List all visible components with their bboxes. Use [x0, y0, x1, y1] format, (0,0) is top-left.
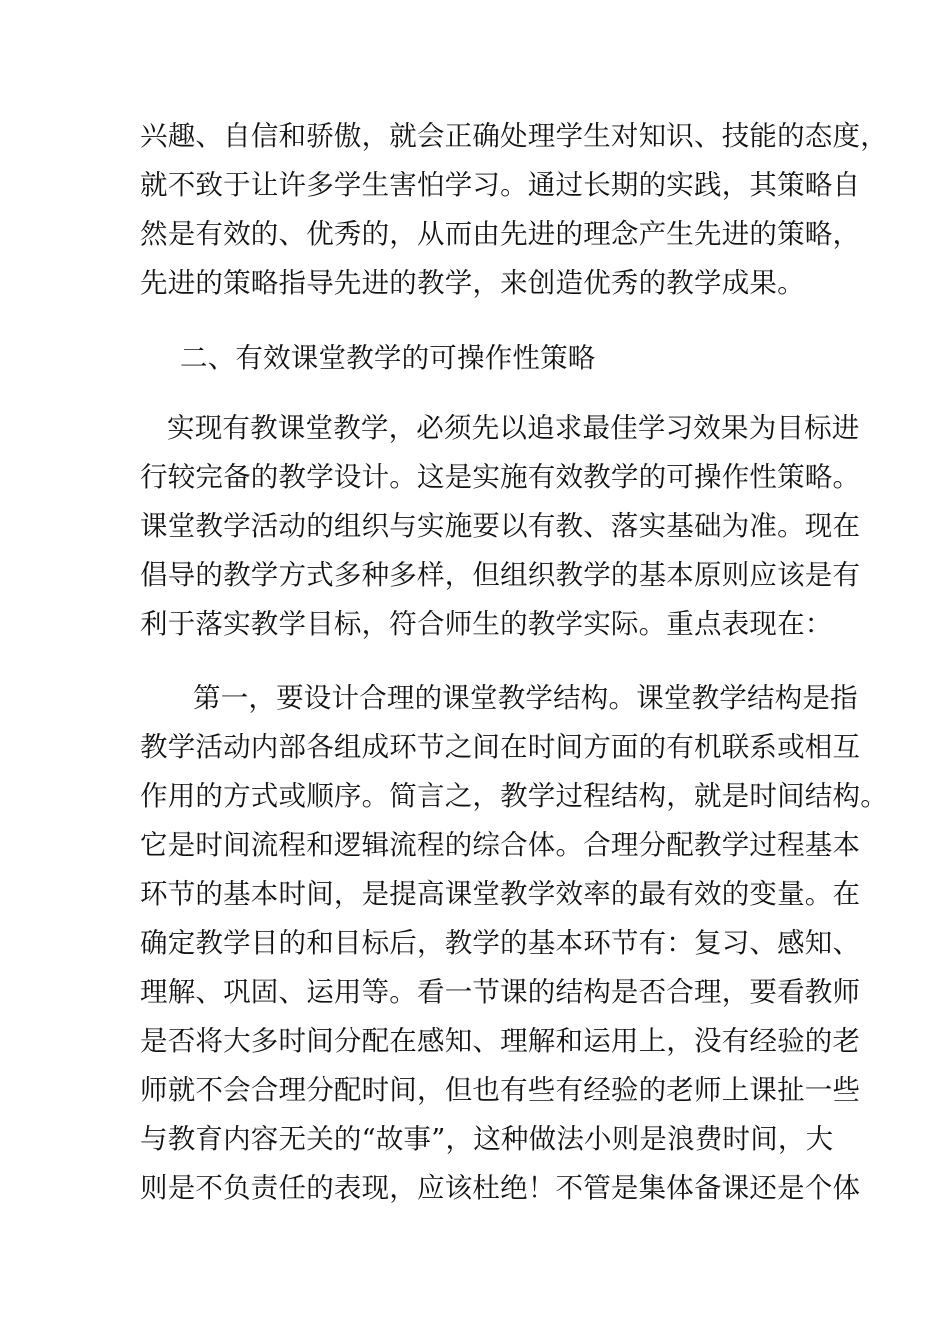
paragraph-3-line-9: 师就不会合理分配时间，但也有些有经验的老师上课扯一些 [140, 1074, 861, 1106]
paragraph-1-line-3: 然是有效的、优秀的，从而由先进的理念产生先进的策略， [140, 218, 861, 250]
paragraph-1-line-1: 兴趣、自信和骄傲，就会正确处理学生对知识、技能的态度， [140, 120, 888, 152]
paragraph-3-line-5: 环节的基本时间，是提高课堂教学效率的最有效的变量。在 [140, 878, 861, 910]
paragraph-3-line-3: 作用的方式或顺序。简言之，教学过程结构，就是时间结构。 [140, 780, 888, 812]
paragraph-3-line-4: 它是时间流程和逻辑流程的综合体。合理分配教学过程基本 [140, 829, 861, 861]
paragraph-3-line-6: 确定教学目的和目标后，教学的基本环节有：复习、感知、 [140, 927, 861, 959]
paragraph-1-line-2: 就不致于让许多学生害怕学习。通过长期的实践，其策略自 [140, 169, 861, 201]
paragraph-2-line-1: 实现有教课堂教学，必须先以追求最佳学习效果为目标进 [167, 412, 860, 444]
paragraph-3-line-2: 教学活动内部各组成环节之间在时间方面的有机联系或相互 [140, 731, 861, 763]
paragraph-2-line-5: 利于落实教学目标，符合师生的教学实际。重点表现在： [140, 608, 833, 640]
paragraph-2-line-2: 行较完备的教学设计。这是实施有效教学的可操作性策略。 [140, 461, 861, 493]
paragraph-2-line-3: 课堂教学活动的组织与实施要以有教、落实基础为准。现在 [140, 510, 861, 542]
paragraph-1-line-4: 先进的策略指导先进的教学，来创造优秀的教学成果。 [140, 267, 805, 299]
paragraph-3-line-10: 与教育内容无关的“故事”，这种做法小则是浪费时间，大 [140, 1123, 834, 1155]
section-heading: 二、有效课堂教学的可操作性策略 [180, 342, 596, 374]
paragraph-3-line-1: 第一，要设计合理的课堂教学结构。课堂教学结构是指 [193, 682, 858, 714]
paragraph-3-line-8: 是否将大多时间分配在感知、理解和运用上，没有经验的老 [140, 1025, 861, 1057]
paragraph-3-line-11: 则是不负责任的表现，应该杜绝！不管是集体备课还是个体 [140, 1172, 861, 1204]
paragraph-3-line-7: 理解、巩固、运用等。看一节课的结构是否合理，要看教师 [140, 976, 861, 1008]
paragraph-2-line-4: 倡导的教学方式多种多样，但组织教学的基本原则应该是有 [140, 559, 861, 591]
